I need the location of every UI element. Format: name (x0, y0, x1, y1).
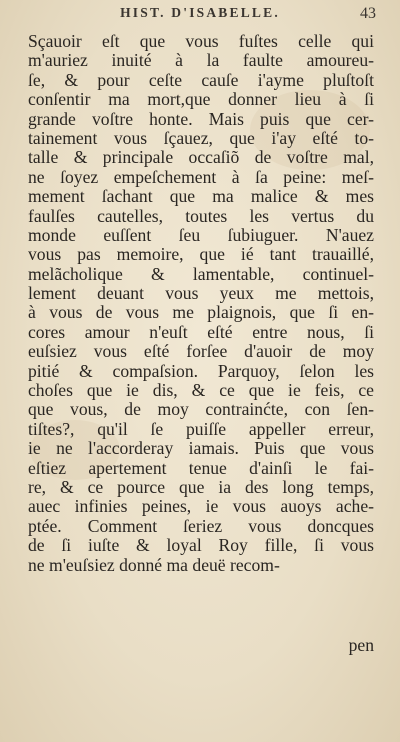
running-head-title: HIST. D'ISABELLE. (120, 5, 280, 20)
text-line: choſes que ie dis, & ce que ie feis, ce (28, 380, 374, 401)
text-line: à vous de vous me plaignois, que ſi en- (28, 302, 374, 323)
text-line: Sçauoir eſt que vous fuſtes celle qui (28, 31, 374, 51)
text-line: ne m'euſsiez donné ma deuë recom- (28, 554, 280, 575)
text-line: euſsiez vous eſté forſee d'auoir de moy (28, 341, 374, 362)
text-line: ſe, & pour ceſte cauſe i'ayme pluſtoſt (28, 69, 374, 90)
text-line: mement ſachant que ma malice & mes (28, 186, 374, 207)
text-line: talle & principale occaſiõ de voſtre mal, (28, 147, 374, 168)
page-number: 43 (360, 5, 376, 22)
text-line: cores amour n'euſt eſté entre nous, ſi (28, 321, 374, 342)
text-line: eſtiez apertement tenue d'ainſi le fai- (28, 457, 374, 478)
running-head (0, 5, 400, 27)
text-line: pitié & compaſsion. Parquoy, ſelon les (28, 360, 374, 381)
text-line: re, & ce pource que ia des long temps, (28, 476, 374, 497)
text-line: vous pas memoire, que ié tant trauaillé, (28, 244, 374, 265)
text-line: ie ne l'accorderay iamais. Puis que vous (28, 438, 374, 459)
text-line: m'auriez inuité à la faulte amoureu- (28, 50, 374, 71)
text-line: tainement vous ſçauez, que i'ay eſté to- (28, 127, 374, 148)
text-line: faulſes cautelles, toutes les vertus du (28, 205, 374, 226)
text-line: grande voſtre honte. Mais puis que cer- (28, 108, 374, 129)
text-line: lement deuant vous yeux me mettois, (28, 283, 374, 304)
text-line: monde euſſent ſeu ſubiuguer. N'auez (28, 224, 374, 245)
text-line: de ſi iuſte & loyal Roy fille, ſi vous (28, 535, 374, 556)
body-text (28, 32, 374, 575)
text-line: conſentir ma mort,que donner lieu à ſi (28, 89, 374, 110)
text-line: auec infinies peines, ie vous auoys ache- (28, 496, 374, 517)
text-line: que vous, de moy contrainćte, con ſen- (28, 399, 374, 420)
catchword: pen (348, 635, 374, 655)
text-line: ptée. Comment ſeriez vous doncques (28, 515, 374, 536)
text-line: ne ſoyez empeſchement à ſa peine: meſ- (28, 166, 374, 187)
text-line: melãcholique & lamentable, continuel- (28, 263, 374, 284)
text-line: tiſtes?, qu'il ſe puiſſe appeller erreur, (28, 418, 374, 439)
